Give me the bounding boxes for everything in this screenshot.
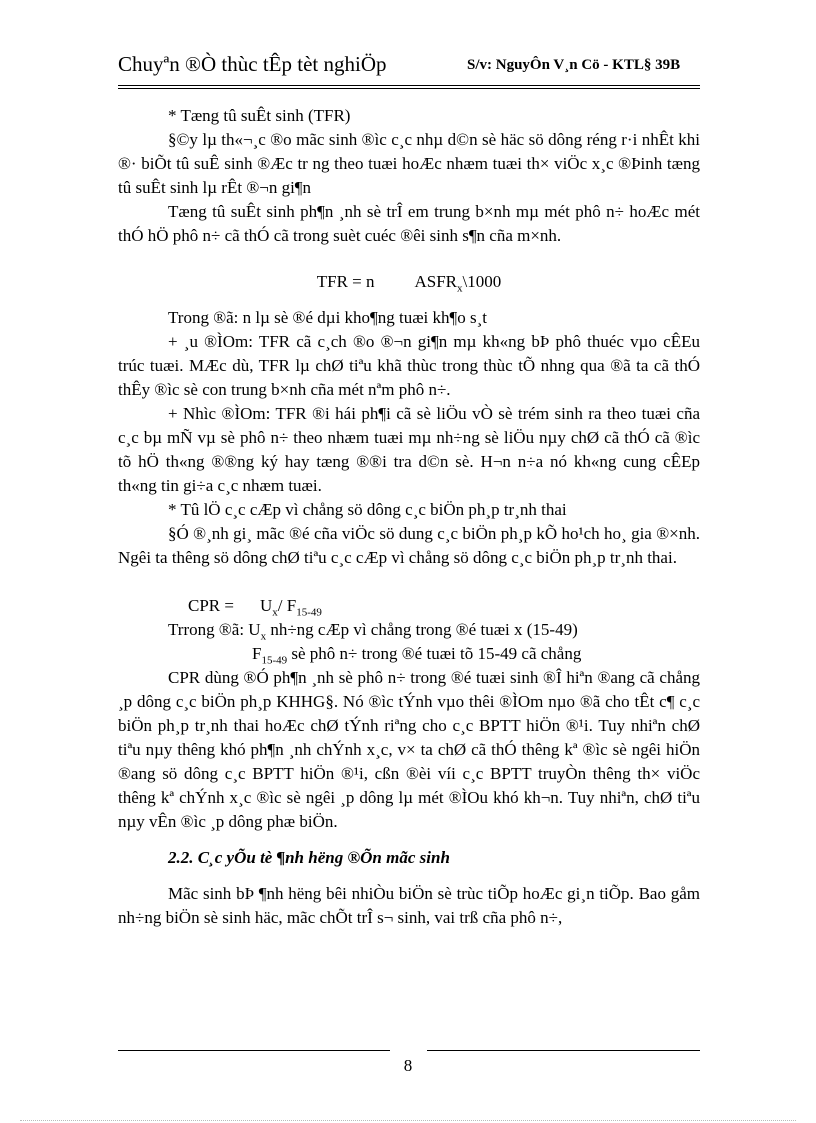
paragraph-tfr-definition: Tæng tû suÊt sinh ph¶n ¸nh sè trÎ em trung b×nh mµ mét phô n÷ hoÆc mét thÓ hÖ phô n÷ cã thÓ cã trong suèt cuéc ®êi sinh s¶n cña m×nh. <box>118 202 700 245</box>
formula-cpr-u: U <box>259 596 273 615</box>
formula-cpr-u-sub: x <box>272 606 278 619</box>
formula-cpr-f-sub: 15-49 <box>296 606 322 619</box>
paragraph-cpr-intro: §Ó ®¸nh gi¸ mãc ®é cña viÖc sö dung c¸c biÖn ph¸p kÕ ho¹ch ho¸ gia ®×nh. Ngêi ta thêng sö dông chØ tiªu c¸c cÆp vì chång sö dông c¸c biÖn ph¸p tr¸nh thai. <box>118 524 700 567</box>
cpr-where-line-2 <box>118 642 700 666</box>
paragraph-tfr-where: Trong ®ã: n lµ sè ®é dµi kho¶ng tuæi kh¶o s¸t <box>168 308 487 327</box>
footer-rule-right <box>427 1050 700 1051</box>
page-number: 8 <box>403 1056 413 1075</box>
cpr-where-line-1-pre: Trrong ®ã: U <box>168 620 261 639</box>
paragraph-tfr-title: * Tæng tû suÊt sinh (TFR) <box>168 106 351 125</box>
paragraph-tfr-intro: §©y lµ th«¬¸c ®o mãc sinh ®ìc c¸c nhµ d©n sè häc sö dông réng r·i nhÊt khi ®· biÕt tû suÊ sinh ®Æc tr ng theo tuæi hoÆc nhæm tuæi th× viÖc x¸c ®Þinh tæng tû suÊt sinh lµ rÊt ®¬n gi¶n <box>118 130 700 197</box>
formula-tfr-lhs: TFR = n <box>316 272 375 291</box>
header-title: Chuyªn ®Ò thùc tÊp tèt nghiÖp <box>118 52 387 76</box>
page-bottom-edge <box>20 1120 796 1121</box>
paragraph-factors: Mãc sinh bÞ ¶nh hëng bêi nhiÒu biÖn sè trùc tiÕp hoÆc gi¸n tiÕp. Bao gåm nh÷ng biÖn sè sinh häc, mãc chÕt trÎ s¬ sinh, vai trß cña phô n÷, <box>118 884 700 927</box>
footer-rule-left <box>118 1050 390 1051</box>
header-author: S/v: NguyÔn V¸n Cö - KTL§ 39B <box>467 57 681 73</box>
cpr-where-line-2-pre: F <box>252 644 262 663</box>
cpr-where-line-1 <box>118 618 700 642</box>
header-rule <box>118 85 700 86</box>
cpr-where-line-1-post: nh÷ng cÆp vì chång trong ®é tuæi x (15-49) <box>266 620 578 639</box>
formula-cpr-lhs: CPR = <box>188 596 234 615</box>
paragraph-tfr-advantage: + ¸u ®ÌOm: TFR cã c¸ch ®o ®¬n gi¶n mµ kh«ng bÞ phô thuéc vµo cÊEu trúc tuæi. MÆc dù, TFR lµ chØ tiªu khã thùc trong thùc tÕ nhng qua ®ã ta cã thÓ thÊy ®ìc sè con trung b×nh cña mét nªm phô n÷. <box>118 332 700 399</box>
formula-cpr <box>118 594 700 618</box>
formula-cpr-slash: / F <box>277 596 297 615</box>
formula-tfr <box>118 270 700 294</box>
paragraph-cpr-explanation: CPR dùng ®Ó ph¶n ¸nh sè phô n÷ trong ®é tuæi sinh ®Î hiªn ®ang cã chång ¸p dông c¸c biÖn ph¸p KHHG§. Nó ®ìc tÝnh vµo thêi ®ÌOm nµo ®ã cho tÊt c¶ c¸c biÖn ph¸p tr¸nh thai hoÆc chØ tÝnh riªng cho c¸c BPTT hiÖn ®¹i. Tuy nhiªn chØ tiªu nµy thêng khó ph¶n ¸nh chÝnh x¸c, v× ta chØ cã thÓ thêng kª ®ìc sè ngêi hiÖn ®ang sö dông c¸c BPTT hiÖn ®¹i, cßn ®èi víi c¸c BPTT truyÒn thêng th× viÖc thêng kª chÝnh x¸c ®ìc sè ngêi ¸p dông lµ mét ®ÌOu khó kh¬n. Tuy nhiªn, chØ tiªu nµy vÊn ®ìc ¸p dông phæ biÖn. <box>118 668 700 831</box>
formula-tfr-tail: \1000 <box>462 272 502 291</box>
cpr-where-line-1-sub: x <box>260 630 267 643</box>
paragraph-cpr-title: * Tû lÖ c¸c cÆp vì chång sö dông c¸c biÖn ph¸p tr¸nh thai <box>168 500 567 519</box>
formula-tfr-asfr-sub: x <box>457 282 463 295</box>
body-text <box>118 104 700 930</box>
formula-tfr-asfr: ASFR <box>414 272 458 291</box>
paragraph-tfr-disadvantage: + Nhìc ®ÌOm: TFR ®i hái ph¶i cã sè liÖu vÒ sè trém sinh ra theo tuæi cña c¸c bµ mÑ vµ sè phô n÷ theo nhæm tuæi mµ nh÷ng sè liÖu nµy chØ cã thÓ cã ®ìc tõ hÖ th«ng ®®ng ký hay tæng ®®i tra d©n sè. H¬n n÷a nó kh«ng cung cÊEp th«ng tin gi÷a c¸c nhæm tuæi. <box>118 404 700 495</box>
header-rule-secondary <box>118 88 700 89</box>
cpr-where-line-2-post: sè phô n÷ trong ®é tuæi tõ 15-49 cã chång <box>287 644 582 663</box>
cpr-where-line-2-sub: 15-49 <box>261 654 288 667</box>
section-heading: 2.2. C¸c yÕu tè ¶nh hëng ®Õn mãc sinh <box>168 848 450 867</box>
